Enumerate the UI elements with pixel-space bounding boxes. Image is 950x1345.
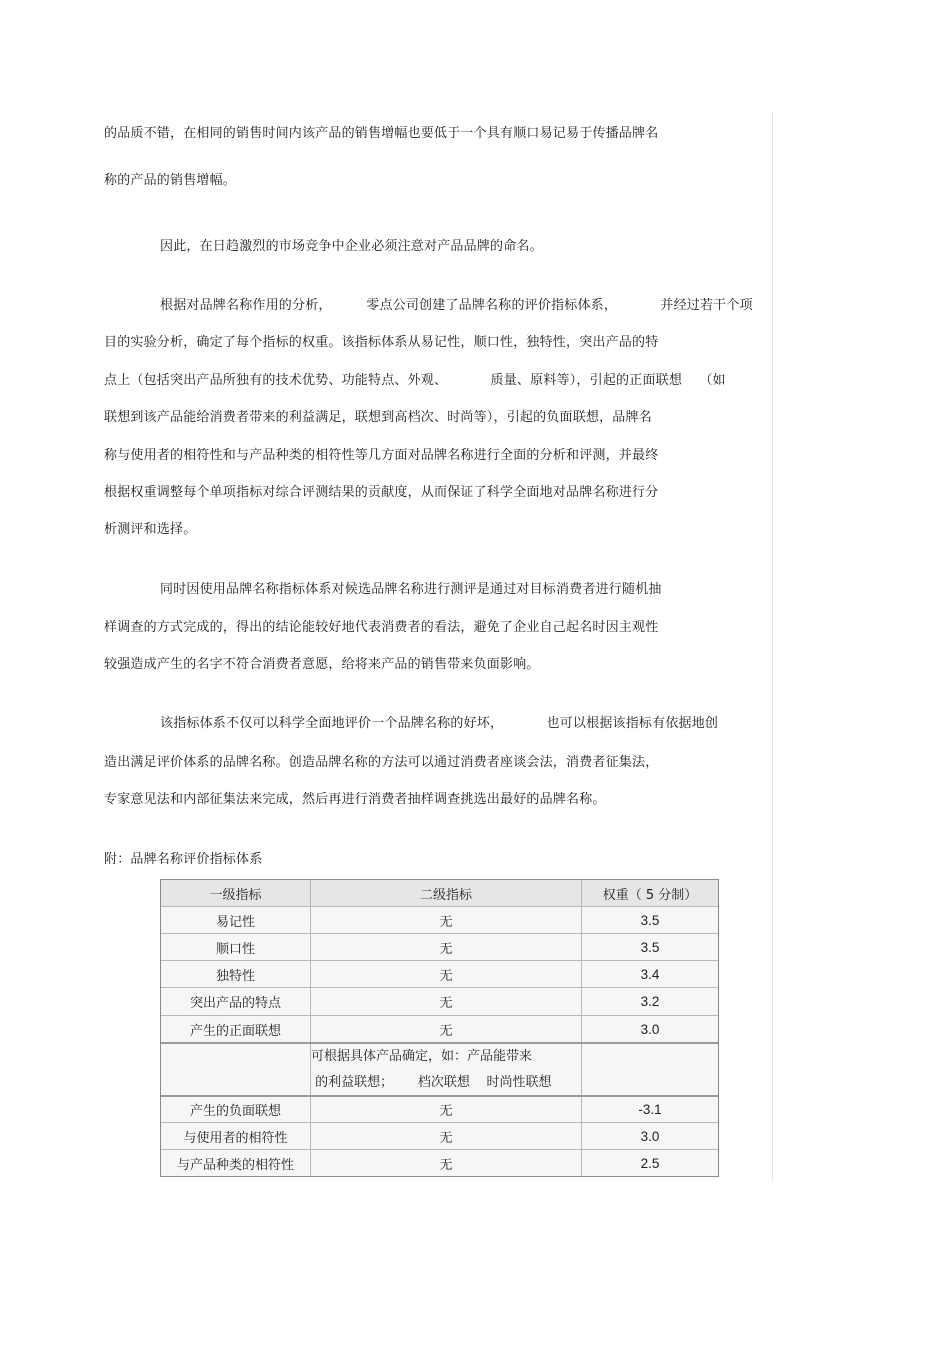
paragraph-line: 析测评和选择。 <box>104 522 197 537</box>
paragraph-line: 样调查的方式完成的，得出的结论能较好地代表消费者的看法，避免了企业自己起名时因主观性 <box>104 620 659 635</box>
paragraph-line: 目的实验分析，确定了每个指标的权重。该指标体系从易记性，顺口性，独特性，突出产品的特 <box>104 335 659 350</box>
paragraph-line: 点上（包括突出产品所独有的技术优势、功能特点、外观、 质量、原料等），引起的正面联想 （如 <box>104 373 726 388</box>
table-header-cell: 权重（ 5 分制） <box>582 880 718 907</box>
note-line: 的利益联想； 档次联想 时尚性联想 <box>311 1074 552 1090</box>
note-line: 可根据具体产品确定，如：产品能带来 <box>311 1048 533 1064</box>
paragraph-line: 较强造成产生的名字不符合消费者意愿，给将来产品的销售带来负面影响。 <box>104 657 540 672</box>
paragraph-line: 称与使用者的相符性和与产品种类的相符性等几方面对品牌名称进行全面的分析和评测，并最终 <box>104 448 659 463</box>
table-cell-weight: 3.5 <box>582 907 718 934</box>
table-cell: 独特性 <box>161 961 311 988</box>
appendix-title: 附：品牌名称评价指标体系 <box>104 852 263 867</box>
table-cell: 无 <box>311 934 582 961</box>
table-cell: 与产品种类的相符性 <box>161 1150 311 1176</box>
paragraph-line: 造出满足评价体系的品牌名称。创造品牌名称的方法可以通过消费者座谈会法，消费者征集法， <box>104 755 659 770</box>
paragraph-line: 根据对品牌名称作用的分析， 零点公司创建了品牌名称的评价指标体系， 并经过若干个项 <box>160 298 753 313</box>
table-cell: 无 <box>311 961 582 988</box>
table-cell: 无 <box>311 1123 582 1150</box>
paragraph-line: 该指标体系不仅可以科学全面地评价一个品牌名称的好坏， 也可以根据该指标有依据地创 <box>160 716 719 731</box>
table-cell: 与使用者的相符性 <box>161 1123 311 1150</box>
table-cell: 顺口性 <box>161 934 311 961</box>
table-cell-empty <box>161 1044 311 1096</box>
page-margin-rule <box>772 112 773 1180</box>
paragraph-line: 的品质不错，在相同的销售时间内该产品的销售增幅也要低于一个具有顺口易记易于传播品牌名 <box>104 126 659 141</box>
table-cell: 无 <box>311 1097 582 1123</box>
table-cell-note <box>311 1044 582 1096</box>
table-cell-weight: -3.1 <box>582 1097 718 1123</box>
paragraph-line: 联想到该产品能给消费者带来的利益满足，联想到高档次、时尚等），引起的负面联想，品牌名 <box>104 410 652 425</box>
table-cell-weight: 3.4 <box>582 961 718 988</box>
table-cell: 易记性 <box>161 907 311 934</box>
evaluation-index-table <box>160 879 719 1177</box>
table-cell-weight: 3.0 <box>582 1123 718 1150</box>
paragraph-line: 称的产品的销售增幅。 <box>104 173 237 188</box>
table-cell: 产生的正面联想 <box>161 1016 311 1043</box>
table-cell: 产生的负面联想 <box>161 1097 311 1123</box>
table-cell: 无 <box>311 988 582 1016</box>
table-cell-empty <box>582 1044 718 1096</box>
table-cell-weight: 3.0 <box>582 1016 718 1043</box>
table-cell-weight: 3.5 <box>582 934 718 961</box>
table-cell: 无 <box>311 1016 582 1043</box>
table-cell-weight: 3.2 <box>582 988 718 1016</box>
table-cell: 无 <box>311 1150 582 1176</box>
paragraph-line: 同时因使用品牌名称指标体系对候选品牌名称进行测评是通过对目标消费者进行随机抽 <box>160 582 662 597</box>
table-header-cell: 二级指标 <box>311 880 582 907</box>
table-header-cell: 一级指标 <box>161 880 311 907</box>
paragraph-line: 因此，在日趋激烈的市场竞争中企业必须注意对产品品牌的命名。 <box>160 239 543 254</box>
table-cell: 无 <box>311 907 582 934</box>
paragraph-line: 根据权重调整每个单项指标对综合评测结果的贡献度，从而保证了科学全面地对品牌名称进行分 <box>104 485 659 500</box>
table-cell: 突出产品的特点 <box>161 988 311 1016</box>
table-cell-weight: 2.5 <box>582 1150 718 1176</box>
paragraph-line: 专家意见法和内部征集法来完成，然后再进行消费者抽样调查挑选出最好的品牌名称。 <box>104 792 606 807</box>
